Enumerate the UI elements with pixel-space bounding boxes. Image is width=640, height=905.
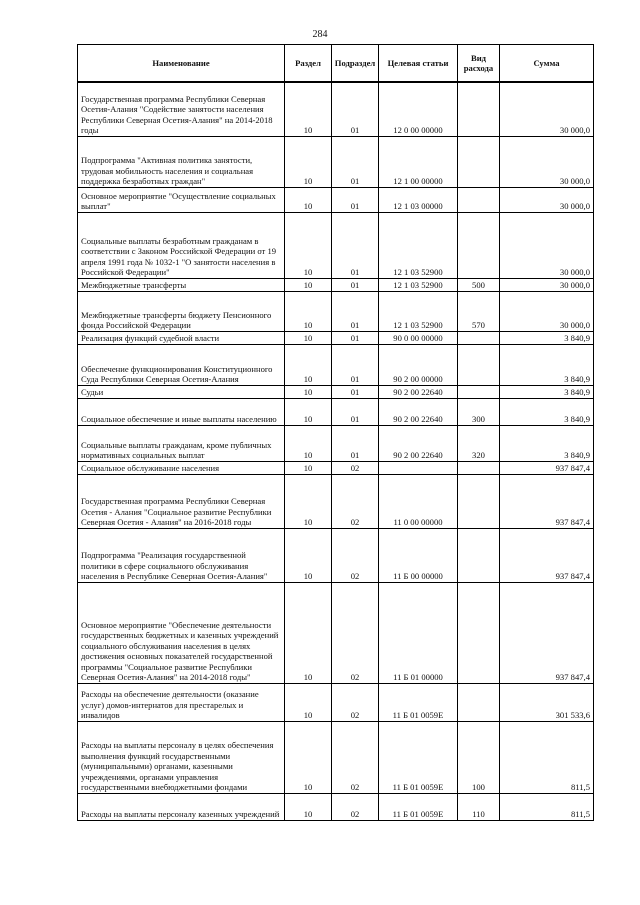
header-section: Раздел <box>285 45 332 83</box>
table-row <box>78 344 594 385</box>
cell-expense-type <box>458 212 500 278</box>
cell-target: 12 1 03 52900 <box>379 291 458 331</box>
cell-section: 10 <box>285 291 332 331</box>
cell-name: Социальные выплаты гражданам, кроме публичных нормативных социальных выплат <box>78 425 285 461</box>
cell-target: 11 Б 01 0059Е <box>379 721 458 793</box>
table-body <box>78 82 594 820</box>
cell-name: Основное мероприятие "Обеспечение деятельности государственных бюджетных и казенных учреждений социального обслуживания населения в целях достижения основных показателей государственной программы "Социальное развитие Республики Северная Осетия-Алания" на 2014-2018 годы" <box>78 582 285 683</box>
cell-target: 12 1 00 00000 <box>379 136 458 187</box>
cell-subsection: 01 <box>332 82 379 136</box>
cell-name: Расходы на выплаты персоналу казенных учреждений <box>78 793 285 820</box>
cell-name: Расходы на выплаты персоналу в целях обеспечения выполнения функций государственными (муниципальными) органами, казенными учреждениями, органами управления государственными внебюджетными фондами <box>78 721 285 793</box>
cell-expense-type <box>458 683 500 721</box>
table-row <box>78 82 594 136</box>
cell-expense-type: 100 <box>458 721 500 793</box>
cell-name: Расходы на обеспечение деятельности (оказание услуг) домов-интернатов для престарелых и инвалидов <box>78 683 285 721</box>
cell-expense-type <box>458 136 500 187</box>
cell-amount: 3 840,9 <box>500 398 594 425</box>
cell-name: Обеспечение функционирования Конституционного Суда Республики Северная Осетия-Алания <box>78 344 285 385</box>
header-target: Целевая статьи <box>379 45 458 83</box>
cell-name: Социальное обслуживание населения <box>78 461 285 474</box>
table-row <box>78 136 594 187</box>
table-header <box>78 45 594 83</box>
cell-subsection: 02 <box>332 582 379 683</box>
table-row <box>78 582 594 683</box>
cell-amount: 811,5 <box>500 793 594 820</box>
cell-target: 11 Б 01 0059Е <box>379 683 458 721</box>
cell-amount: 301 533,6 <box>500 683 594 721</box>
header-amount: Сумма <box>500 45 594 83</box>
cell-name: Государственная программа Республики Северная Осетия-Алания "Содействие занятости населения Республики Северная Осетия-Алания" на 2014-2018 годы <box>78 82 285 136</box>
cell-amount: 30 000,0 <box>500 291 594 331</box>
cell-section: 10 <box>285 721 332 793</box>
cell-amount: 30 000,0 <box>500 187 594 212</box>
table-row <box>78 461 594 474</box>
cell-amount: 3 840,9 <box>500 331 594 344</box>
cell-target: 12 1 03 52900 <box>379 212 458 278</box>
cell-expense-type: 300 <box>458 398 500 425</box>
cell-subsection: 01 <box>332 187 379 212</box>
cell-amount: 30 000,0 <box>500 82 594 136</box>
cell-section: 10 <box>285 398 332 425</box>
cell-name: Подпрограмма "Активная политика занятости, трудовая мобильность населения и социальная поддержка безработных граждан" <box>78 136 285 187</box>
cell-amount: 3 840,9 <box>500 385 594 398</box>
cell-subsection: 02 <box>332 461 379 474</box>
table-row <box>78 385 594 398</box>
cell-expense-type <box>458 385 500 398</box>
table-row <box>78 398 594 425</box>
cell-target: 90 2 00 22640 <box>379 425 458 461</box>
cell-target: 11 Б 01 00000 <box>379 582 458 683</box>
cell-target: 11 0 00 00000 <box>379 474 458 528</box>
cell-section: 10 <box>285 331 332 344</box>
cell-subsection: 02 <box>332 528 379 582</box>
table-row <box>78 278 594 291</box>
header-expense-type: Вид расхода <box>458 45 500 83</box>
cell-section: 10 <box>285 136 332 187</box>
cell-subsection: 01 <box>332 212 379 278</box>
cell-target: 90 2 00 00000 <box>379 344 458 385</box>
cell-target: 12 1 03 00000 <box>379 187 458 212</box>
cell-amount: 937 847,4 <box>500 474 594 528</box>
cell-target: 90 2 00 22640 <box>379 385 458 398</box>
table-row <box>78 425 594 461</box>
cell-expense-type <box>458 582 500 683</box>
table-row <box>78 291 594 331</box>
cell-section: 10 <box>285 461 332 474</box>
cell-subsection: 01 <box>332 278 379 291</box>
budget-table <box>77 44 594 821</box>
cell-subsection: 01 <box>332 291 379 331</box>
cell-name: Подпрограмма "Реализация государственной политики в сфере социального обслуживания населения в Республике Северная Осетия-Алания" <box>78 528 285 582</box>
cell-subsection: 02 <box>332 683 379 721</box>
cell-subsection: 01 <box>332 398 379 425</box>
cell-name: Судьи <box>78 385 285 398</box>
cell-subsection: 02 <box>332 793 379 820</box>
table-row <box>78 793 594 820</box>
header-subsection: Подраздел <box>332 45 379 83</box>
cell-expense-type <box>458 82 500 136</box>
cell-subsection: 02 <box>332 474 379 528</box>
cell-name: Государственная программа Республики Северная Осетия - Алания "Социальное развитие Республики Северная Осетия - Алания" на 2016-2018 годы <box>78 474 285 528</box>
cell-section: 10 <box>285 793 332 820</box>
table-row <box>78 528 594 582</box>
cell-section: 10 <box>285 187 332 212</box>
cell-target: 12 0 00 00000 <box>379 82 458 136</box>
cell-amount: 3 840,9 <box>500 344 594 385</box>
cell-target <box>379 461 458 474</box>
cell-target: 11 Б 01 0059Е <box>379 793 458 820</box>
table-row <box>78 474 594 528</box>
cell-subsection: 01 <box>332 136 379 187</box>
cell-section: 10 <box>285 278 332 291</box>
cell-expense-type: 320 <box>458 425 500 461</box>
cell-name: Основное мероприятие "Осуществление социальных выплат" <box>78 187 285 212</box>
cell-section: 10 <box>285 425 332 461</box>
cell-subsection: 01 <box>332 385 379 398</box>
cell-amount: 937 847,4 <box>500 461 594 474</box>
cell-amount: 30 000,0 <box>500 136 594 187</box>
cell-expense-type: 110 <box>458 793 500 820</box>
cell-expense-type <box>458 461 500 474</box>
cell-name: Социальные выплаты безработным гражданам в соответствии с Законом Российской Федерации от 19 апреля 1991 года № 1032-1 "О занятости населения в Российской Федерации" <box>78 212 285 278</box>
cell-subsection: 01 <box>332 331 379 344</box>
table-row <box>78 187 594 212</box>
cell-section: 10 <box>285 474 332 528</box>
cell-section: 10 <box>285 212 332 278</box>
cell-section: 10 <box>285 344 332 385</box>
cell-section: 10 <box>285 528 332 582</box>
cell-target: 90 2 00 22640 <box>379 398 458 425</box>
table-row <box>78 721 594 793</box>
cell-subsection: 01 <box>332 344 379 385</box>
cell-amount: 30 000,0 <box>500 212 594 278</box>
cell-name: Реализация функций судебной власти <box>78 331 285 344</box>
cell-expense-type <box>458 344 500 385</box>
header-name: Наименование <box>78 45 285 83</box>
cell-expense-type <box>458 474 500 528</box>
cell-name: Межбюджетные трансферты бюджету Пенсионного фонда Российской Федерации <box>78 291 285 331</box>
table-row <box>78 331 594 344</box>
cell-expense-type <box>458 187 500 212</box>
cell-expense-type <box>458 331 500 344</box>
cell-subsection: 01 <box>332 425 379 461</box>
cell-section: 10 <box>285 582 332 683</box>
cell-subsection: 02 <box>332 721 379 793</box>
cell-name: Социальное обеспечение и иные выплаты населению <box>78 398 285 425</box>
cell-expense-type: 570 <box>458 291 500 331</box>
cell-target: 11 Б 00 00000 <box>379 528 458 582</box>
cell-amount: 811,5 <box>500 721 594 793</box>
table-row <box>78 212 594 278</box>
cell-section: 10 <box>285 82 332 136</box>
cell-amount: 3 840,9 <box>500 425 594 461</box>
cell-amount: 30 000,0 <box>500 278 594 291</box>
page-number: 284 <box>312 29 328 40</box>
cell-target: 12 1 03 52900 <box>379 278 458 291</box>
cell-target: 90 0 00 00000 <box>379 331 458 344</box>
table-row <box>78 683 594 721</box>
cell-expense-type <box>458 528 500 582</box>
cell-expense-type: 500 <box>458 278 500 291</box>
cell-amount: 937 847,4 <box>500 582 594 683</box>
cell-section: 10 <box>285 683 332 721</box>
cell-name: Межбюджетные трансферты <box>78 278 285 291</box>
cell-section: 10 <box>285 385 332 398</box>
cell-amount: 937 847,4 <box>500 528 594 582</box>
